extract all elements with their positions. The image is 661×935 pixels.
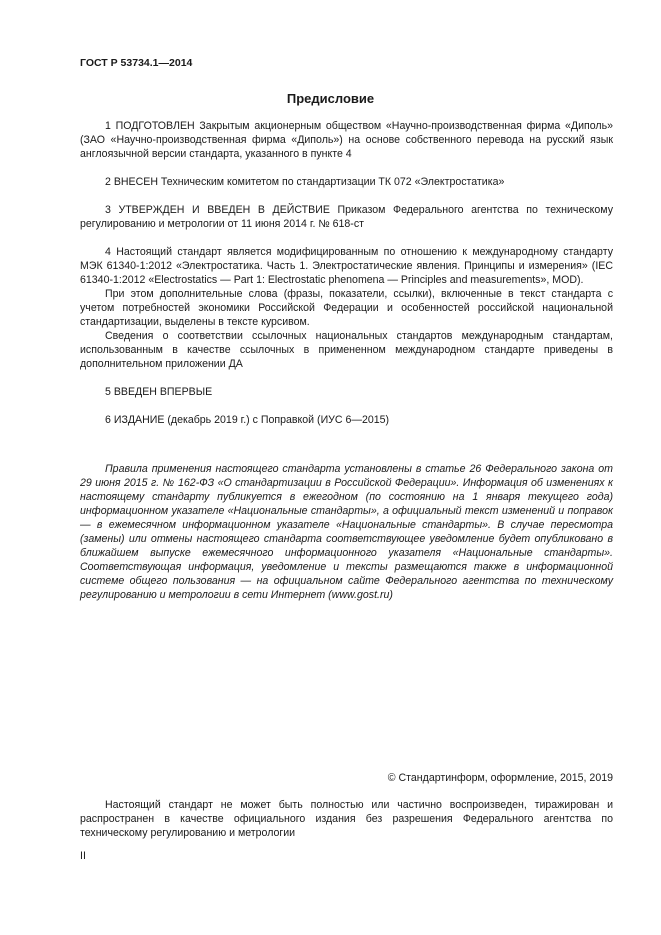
paragraph-first-introduced: 5 ВВЕДЕН ВПЕРВЫЕ	[105, 386, 213, 398]
reproduction-notice: Настоящий стандарт не может быть полностью или частично воспроизведен, тиражирован и распространен в качестве официального издания без разрешения Федерального агентства по техническому регулированию и метрологии	[80, 799, 613, 839]
rules-notice: Правила применения настоящего стандарта установлены в статье 26 Федерального закона от 29 июня 2015 г. № 162-ФЗ «О стандартизации в Российской Федерации». Информация об изменениях к настоящему стандарту публикуется в ежегодном (по состоянию на 1 января текущего года) информационном указателе «Национальные стандарты», а официальный текст изменений и поправок — в ежемесячном информационном указателе «Национальные стандарты». В случае пересмотра (замены) или отмены настоящего стандарта соответствующее уведомление будет опубликовано в ближайшем выпуске ежемесячного информационного указателя «Национальные стандарты». Соответствующая информация, уведомление и тексты размещаются также в информационной системе общего пользования — на официальном сайте Федерального агентства по техническому регулированию и метрологии в сети Интернет (www.gost.ru)	[80, 463, 613, 601]
document-code-header: ГОСТ Р 53734.1—2014	[80, 57, 193, 69]
paragraph-references: Сведения о соответствии ссылочных национальных стандартов международным стандартам, использованным в качестве ссылочных в примененном международном стандарте приведены в дополнительном приложении ДА	[80, 330, 613, 370]
paragraph-modified: 4 Настоящий стандарт является модифицированным по отношению к международному стандарту МЭК 61340-1:2012 «Электростатика. Часть 1. Электростатические явления. Принципы и измерения» (IEC 61340-1:2012 «Electrostatics — Part 1: Electrostatic phenomena — Principles and measurements», MOD).	[80, 246, 613, 286]
page-title: Предисловие	[286, 91, 375, 106]
paragraph-approved: 3 УТВЕРЖДЕН И ВВЕДЕН В ДЕЙСТВИЕ Приказом Федерального агентства по техническому регулированию и метрологии от 11 июня 2014 г. № 618-ст	[80, 204, 613, 230]
paragraph-introduced: 2 ВНЕСЕН Техническим комитетом по стандартизации ТК 072 «Электростатика»	[105, 176, 505, 188]
copyright-line: © Стандартинформ, оформление, 2015, 2019	[387, 772, 613, 784]
paragraph-prepared: 1 ПОДГОТОВЛЕН Закрытым акционерным обществом «Научно-производственная фирма «Диполь» (ЗАО «Научно-производственная фирма «Диполь») на основе собственного перевода на русский язык англоязычной версии стандарта, указанного в пункте 4	[80, 120, 613, 160]
paragraph-edition: 6 ИЗДАНИЕ (декабрь 2019 г.) с Поправкой (ИУС 6—2015)	[105, 414, 390, 426]
foreword-body	[80, 119, 613, 427]
paragraph-additional-words: При этом дополнительные слова (фразы, показатели, ссылки), включенные в текст стандарта с учетом потребностей экономики Российской Федерации и особенностей российской национальной стандартизации, выделены в тексте курсивом.	[80, 288, 613, 328]
page-number: II	[80, 850, 86, 862]
